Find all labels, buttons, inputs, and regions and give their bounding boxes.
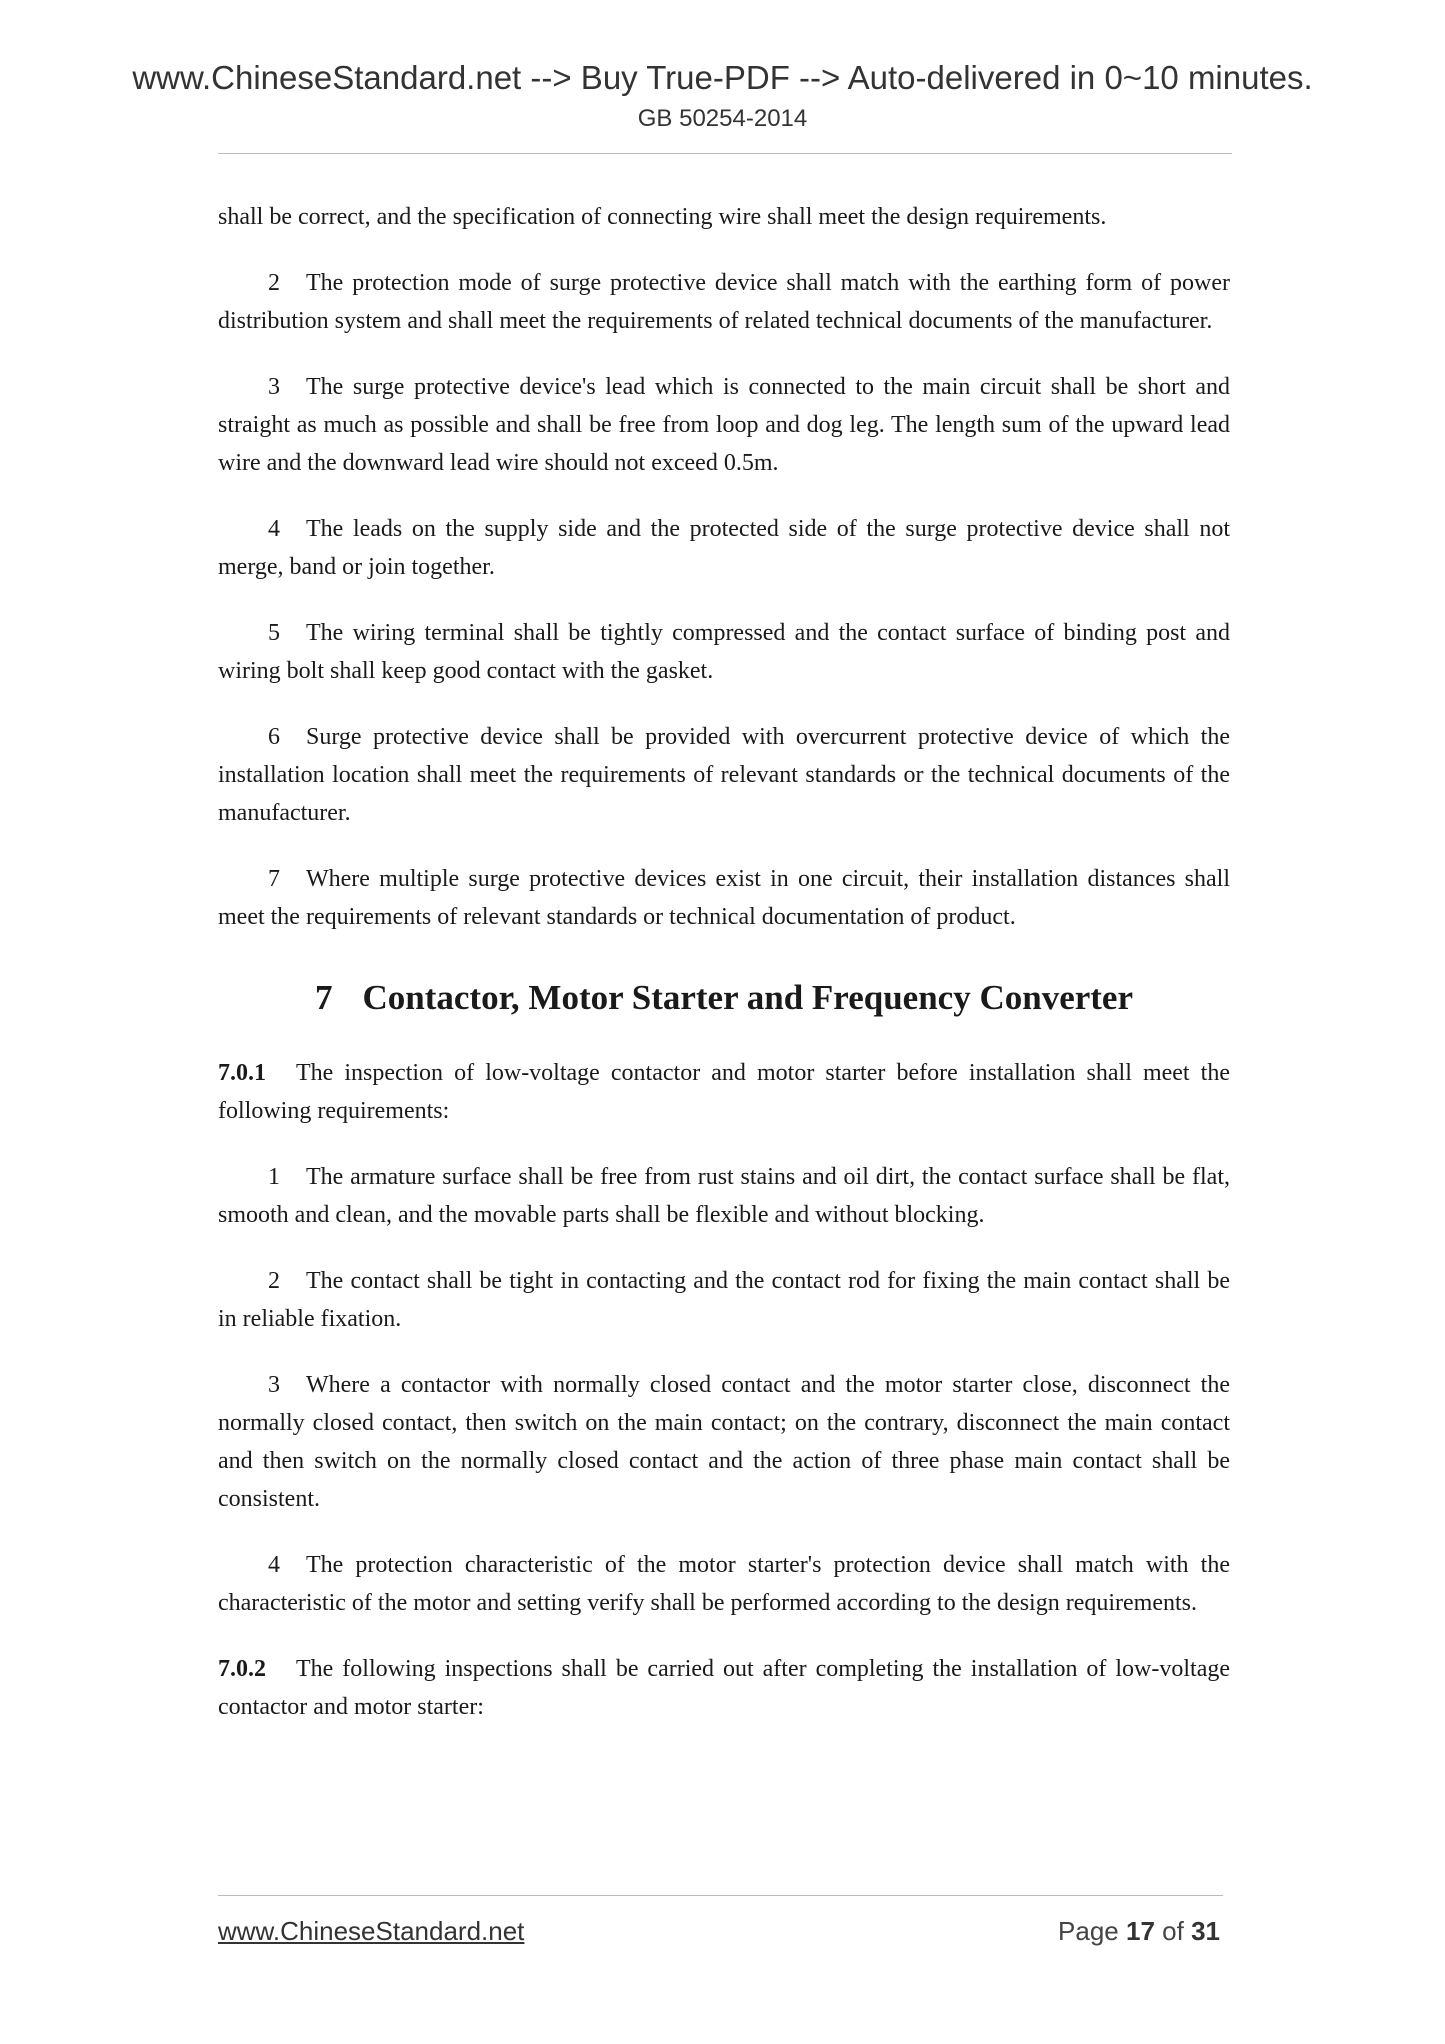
list-item <box>218 264 1230 340</box>
clause-number: 7.0.2 <box>218 1656 266 1682</box>
list-item <box>218 860 1230 936</box>
header-banner: www.ChineseStandard.net --> Buy True-PDF --> Auto-delivered in 0~10 minutes. <box>132 59 1313 96</box>
list-item <box>218 1158 1230 1234</box>
continuation-paragraph: shall be correct, and the specification of connecting wire shall meet the design requirements. <box>218 204 1107 230</box>
list-item <box>218 1366 1230 1518</box>
section-number: 7 <box>315 978 333 1017</box>
list-item <box>218 368 1230 482</box>
item-text: The protection characteristic of the motor starter's protection device shall match with the characteristic of the motor and setting verify shall be performed according to the design requirements. <box>218 1552 1230 1616</box>
item-number: 6 <box>268 724 280 750</box>
item-text: Surge protective device shall be provided with overcurrent protective device of which the installation location shall meet the requirements of relevant standards or the technical documents of the manufacturer. <box>218 724 1230 826</box>
item-number: 2 <box>268 270 280 296</box>
item-text: The contact shall be tight in contacting and the contact rod for fixing the main contact shall be in reliable fixation. <box>218 1268 1230 1332</box>
item-text: The protection mode of surge protective device shall match with the earthing form of power distribution system and shall meet the requirements of related technical documents of the manufacturer. <box>218 270 1230 334</box>
section-heading <box>218 976 1230 1020</box>
item-number: 3 <box>268 374 280 400</box>
clause-text: The inspection of low-voltage contactor and motor starter before installation shall meet the following requirements: <box>218 1060 1230 1124</box>
list-item <box>218 510 1230 586</box>
item-text: Where a contactor with normally closed contact and the motor starter close, disconnect the normally closed contact, then switch on the main contact; on the contrary, disconnect the main contact and then switch on the normally closed contact and the action of three phase main contact shall be consistent. <box>218 1372 1230 1512</box>
item-number: 7 <box>268 866 280 892</box>
clause-text: The following inspections shall be carried out after completing the installation of low-voltage contactor and motor starter: <box>218 1656 1230 1720</box>
section-title-text: Contactor, Motor Starter and Frequency Converter <box>362 978 1133 1017</box>
page-prefix: Page <box>1058 1916 1119 1946</box>
page-of: of <box>1162 1916 1184 1946</box>
footer-divider <box>218 1895 1223 1896</box>
list-item <box>218 1546 1230 1622</box>
clause-paragraph <box>218 1054 1230 1130</box>
item-number: 1 <box>268 1164 280 1190</box>
item-text: The surge protective device's lead which is connected to the main circuit shall be short and straight as much as possible and shall be free from loop and dog leg. The length sum of the upward lead wire and the downward lead wire should not exceed 0.5m. <box>218 374 1230 476</box>
list-item <box>218 614 1230 690</box>
header-divider <box>218 153 1232 154</box>
item-text: The wiring terminal shall be tightly compressed and the contact surface of binding post and wiring bolt shall keep good contact with the gasket. <box>218 620 1230 684</box>
item-number: 2 <box>268 1268 280 1294</box>
footer-site-link[interactable]: www.ChineseStandard.net <box>218 1916 525 1946</box>
page-indicator <box>1058 1914 1220 1948</box>
list-item <box>218 1262 1230 1338</box>
list-item <box>218 718 1230 832</box>
page-current: 17 <box>1126 1916 1155 1946</box>
item-text: Where multiple surge protective devices exist in one circuit, their installation distances shall meet the requirements of relevant standards or technical documentation of product. <box>218 866 1230 930</box>
item-number: 5 <box>268 620 280 646</box>
item-number: 3 <box>268 1372 280 1398</box>
item-number: 4 <box>268 516 280 542</box>
clause-number: 7.0.1 <box>218 1060 266 1086</box>
item-text: The leads on the supply side and the protected side of the surge protective device shall not merge, band or join together. <box>218 516 1230 580</box>
clause-paragraph <box>218 1650 1230 1726</box>
page-total: 31 <box>1191 1916 1220 1946</box>
standard-code: GB 50254-2014 <box>637 105 808 132</box>
item-number: 4 <box>268 1552 280 1578</box>
item-text: The armature surface shall be free from rust stains and oil dirt, the contact surface shall be flat, smooth and clean, and the movable parts shall be flexible and without blocking. <box>218 1164 1230 1228</box>
document-body <box>218 198 1230 1754</box>
